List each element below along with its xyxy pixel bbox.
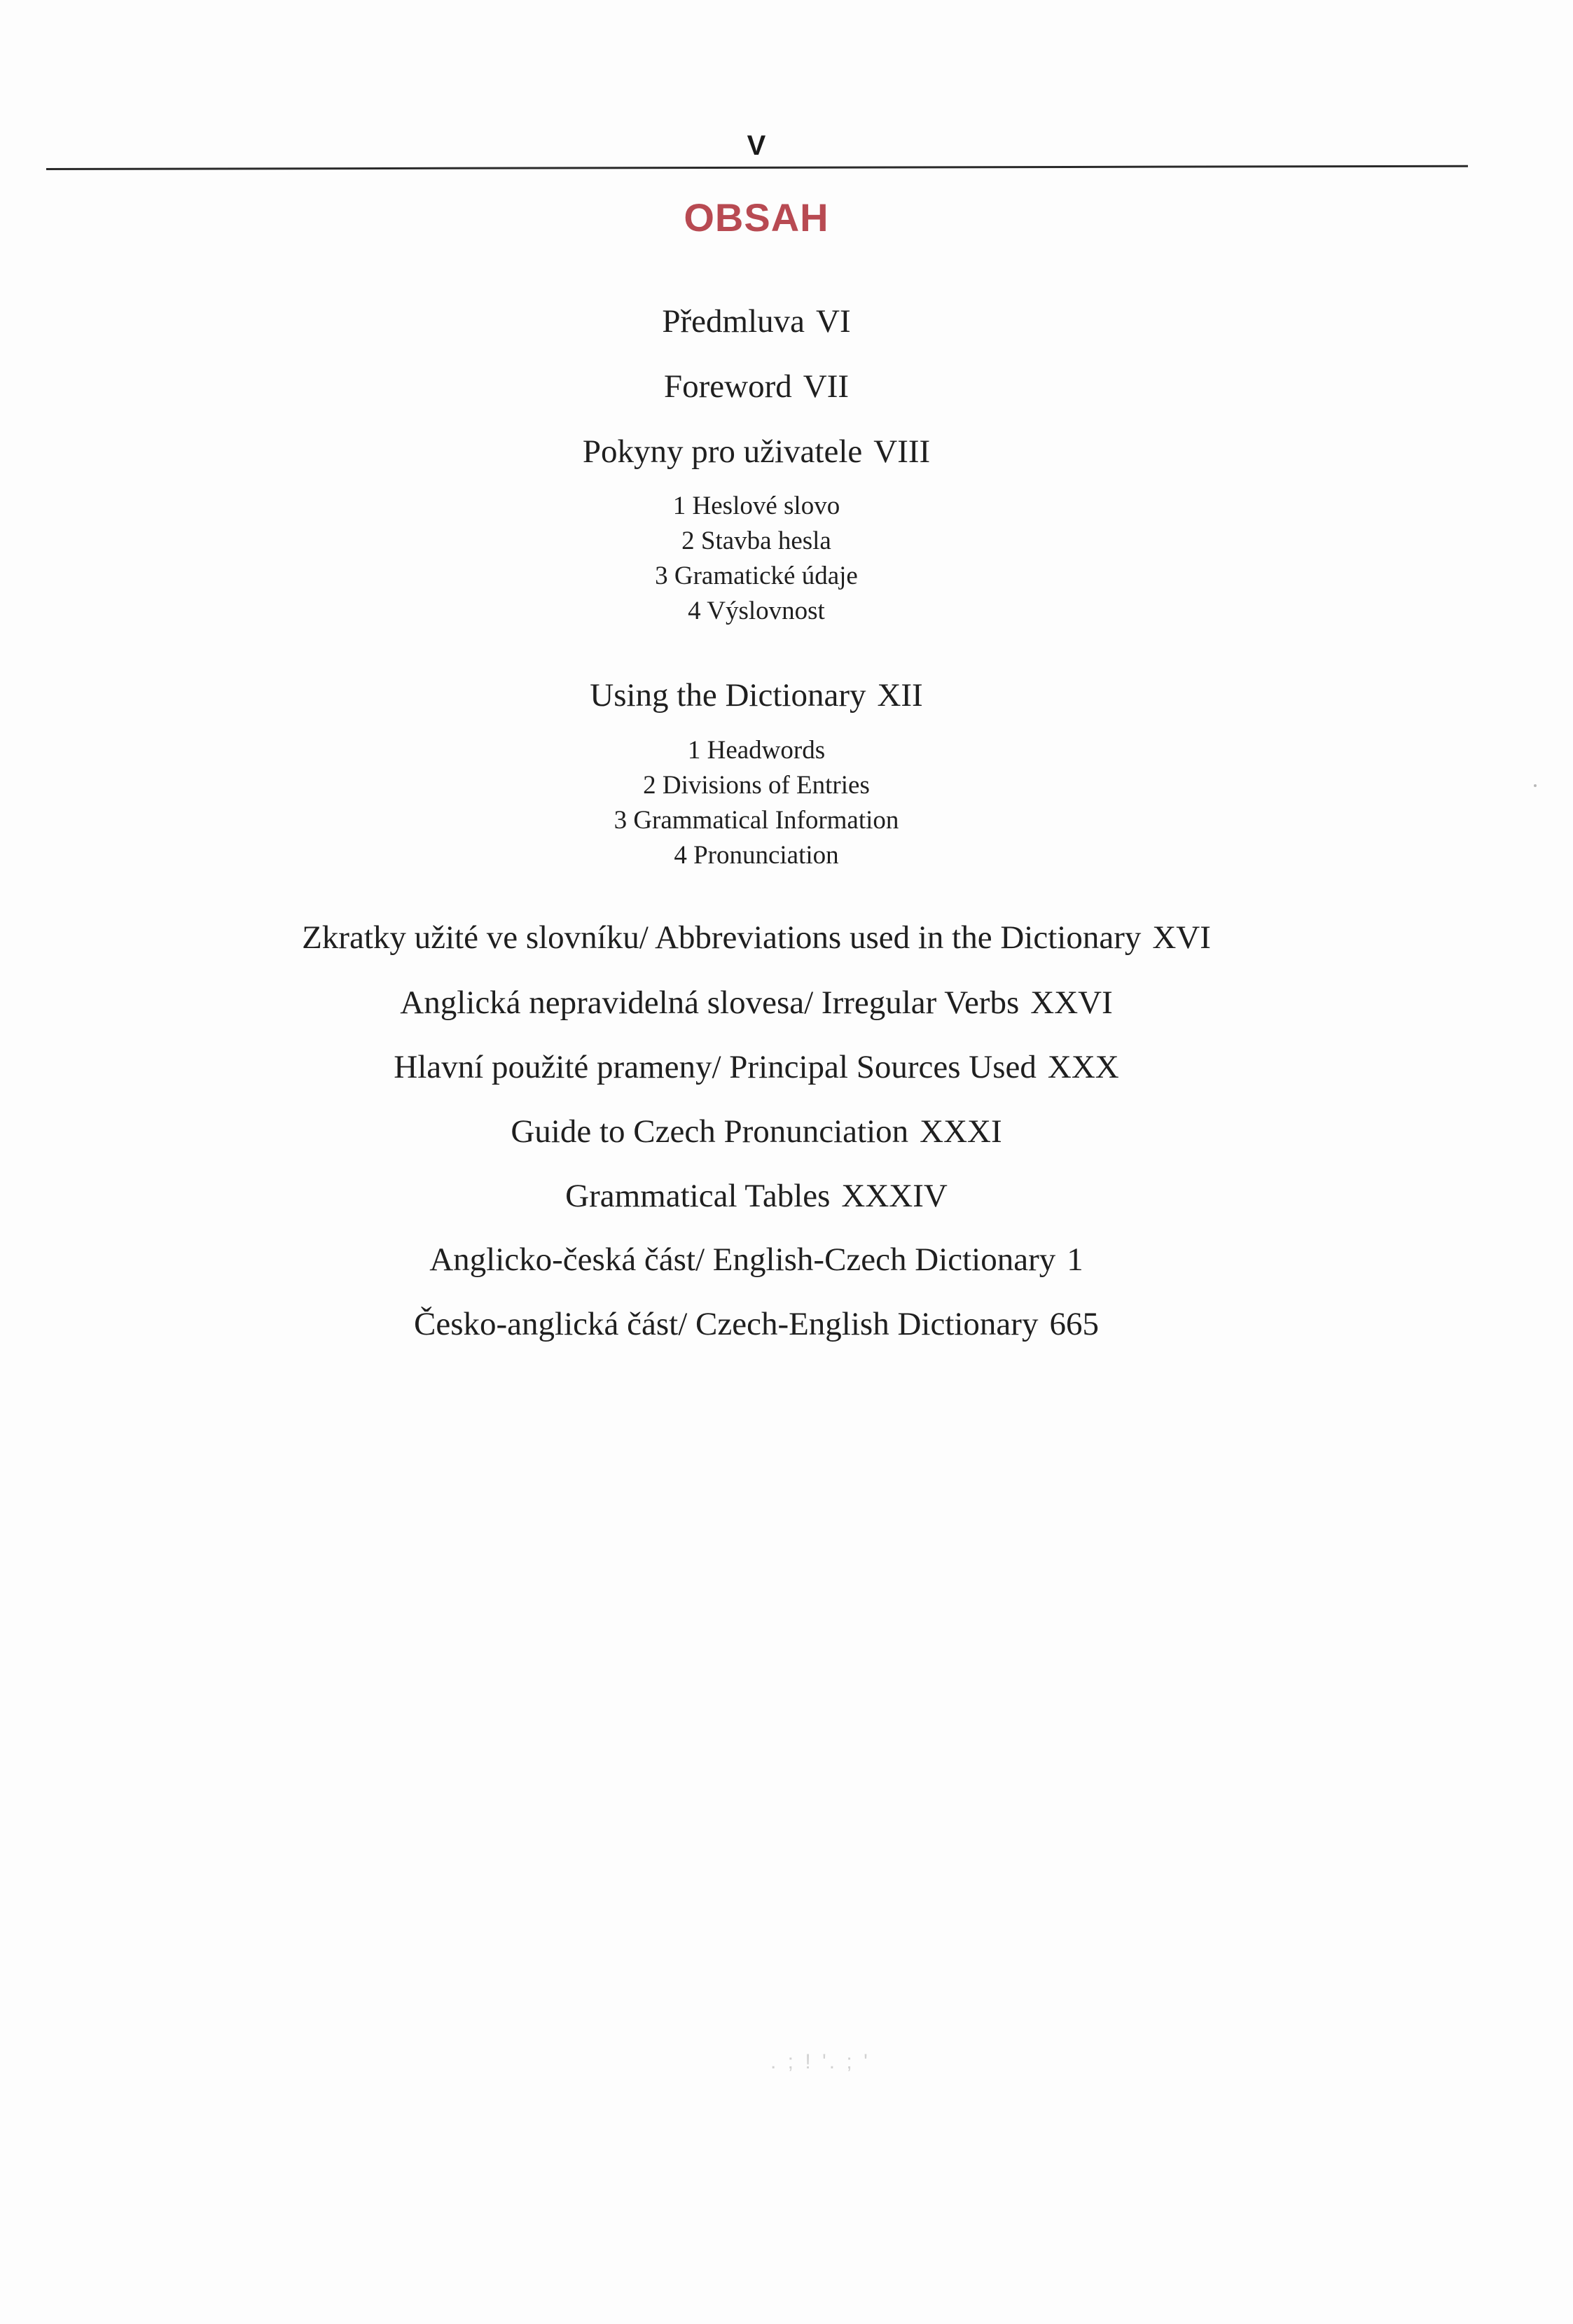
faint-stamp: . ; ! '. ; ' — [770, 2050, 871, 2073]
page-title: OBSAH — [684, 195, 829, 239]
toc-subentry[interactable]: 3 Grammatical Information — [614, 806, 899, 835]
toc-entry-page: XXXIV — [841, 1178, 948, 1214]
toc-entry-title: Zkratky užité ve slovníku/ Abbreviations used in the Dictionary — [302, 919, 1142, 956]
toc-subentry[interactable]: 2 Divisions of Entries — [643, 771, 870, 800]
toc-entry-cesko[interactable] — [0, 1305, 1513, 1343]
toc-entry-page: 1 — [1067, 1241, 1083, 1278]
toc-entry-page: 665 — [1049, 1306, 1099, 1342]
toc-entry-slovesa[interactable] — [0, 984, 1513, 1022]
toc-entry-title: Using the Dictionary — [590, 677, 866, 714]
toc-entry-title: Česko-anglická část/ Czech-English Dictionary — [414, 1306, 1039, 1342]
toc-entry-anglicko[interactable] — [0, 1241, 1513, 1279]
toc-subentry[interactable]: 4 Pronunciation — [674, 841, 839, 870]
toc-entry-prameny[interactable] — [0, 1048, 1513, 1086]
toc-entry-page: XXVI — [1030, 984, 1113, 1021]
toc-entry-page: XVI — [1152, 919, 1211, 956]
toc-subentry[interactable]: 3 Gramatické údaje — [655, 562, 858, 590]
toc-entry-page: VI — [816, 303, 851, 340]
toc-entry-page: VIII — [873, 433, 931, 470]
toc-entry-foreword[interactable] — [0, 368, 1513, 405]
page-number: V — [747, 130, 766, 161]
toc-entry-page: XXX — [1047, 1049, 1119, 1085]
toc-subentry[interactable]: 1 Headwords — [687, 736, 826, 765]
toc-subentry[interactable]: 1 Heslové slovo — [672, 492, 840, 520]
toc-entry-pokyny[interactable] — [0, 433, 1513, 471]
toc-entry-title: Grammatical Tables — [565, 1178, 831, 1214]
toc-entry-title: Pokyny pro uživatele — [582, 433, 863, 470]
toc-entry-title: Anglická nepravidelná slovesa/ Irregular Verbs — [400, 984, 1020, 1021]
toc-entry-guide[interactable] — [0, 1113, 1513, 1150]
toc-entry-tables[interactable] — [0, 1177, 1513, 1215]
toc-entry-page: XII — [877, 677, 923, 714]
toc-entry-title: Foreword — [664, 368, 792, 405]
toc-entry-title: Anglicko-česká část/ English-Czech Dictionary — [429, 1241, 1056, 1278]
toc-entry-title: Předmluva — [662, 303, 805, 340]
toc-entry-predmluva[interactable] — [0, 302, 1513, 340]
toc-entry-page: XXXI — [920, 1113, 1002, 1150]
toc-entry-title: Hlavní použité prameny/ Principal Sources Used — [394, 1049, 1037, 1085]
toc-entry-page: VII — [803, 368, 849, 405]
toc-entry-title: Guide to Czech Pronunciation — [511, 1113, 909, 1150]
toc-subentry[interactable]: 2 Stavba hesla — [681, 527, 831, 555]
header-rule — [46, 165, 1468, 170]
toc-subentry[interactable]: 4 Výslovnost — [688, 597, 825, 625]
toc-entry-using[interactable] — [0, 676, 1513, 714]
toc-entry-zkratky[interactable] — [0, 919, 1513, 956]
scan-speck — [1534, 784, 1537, 787]
